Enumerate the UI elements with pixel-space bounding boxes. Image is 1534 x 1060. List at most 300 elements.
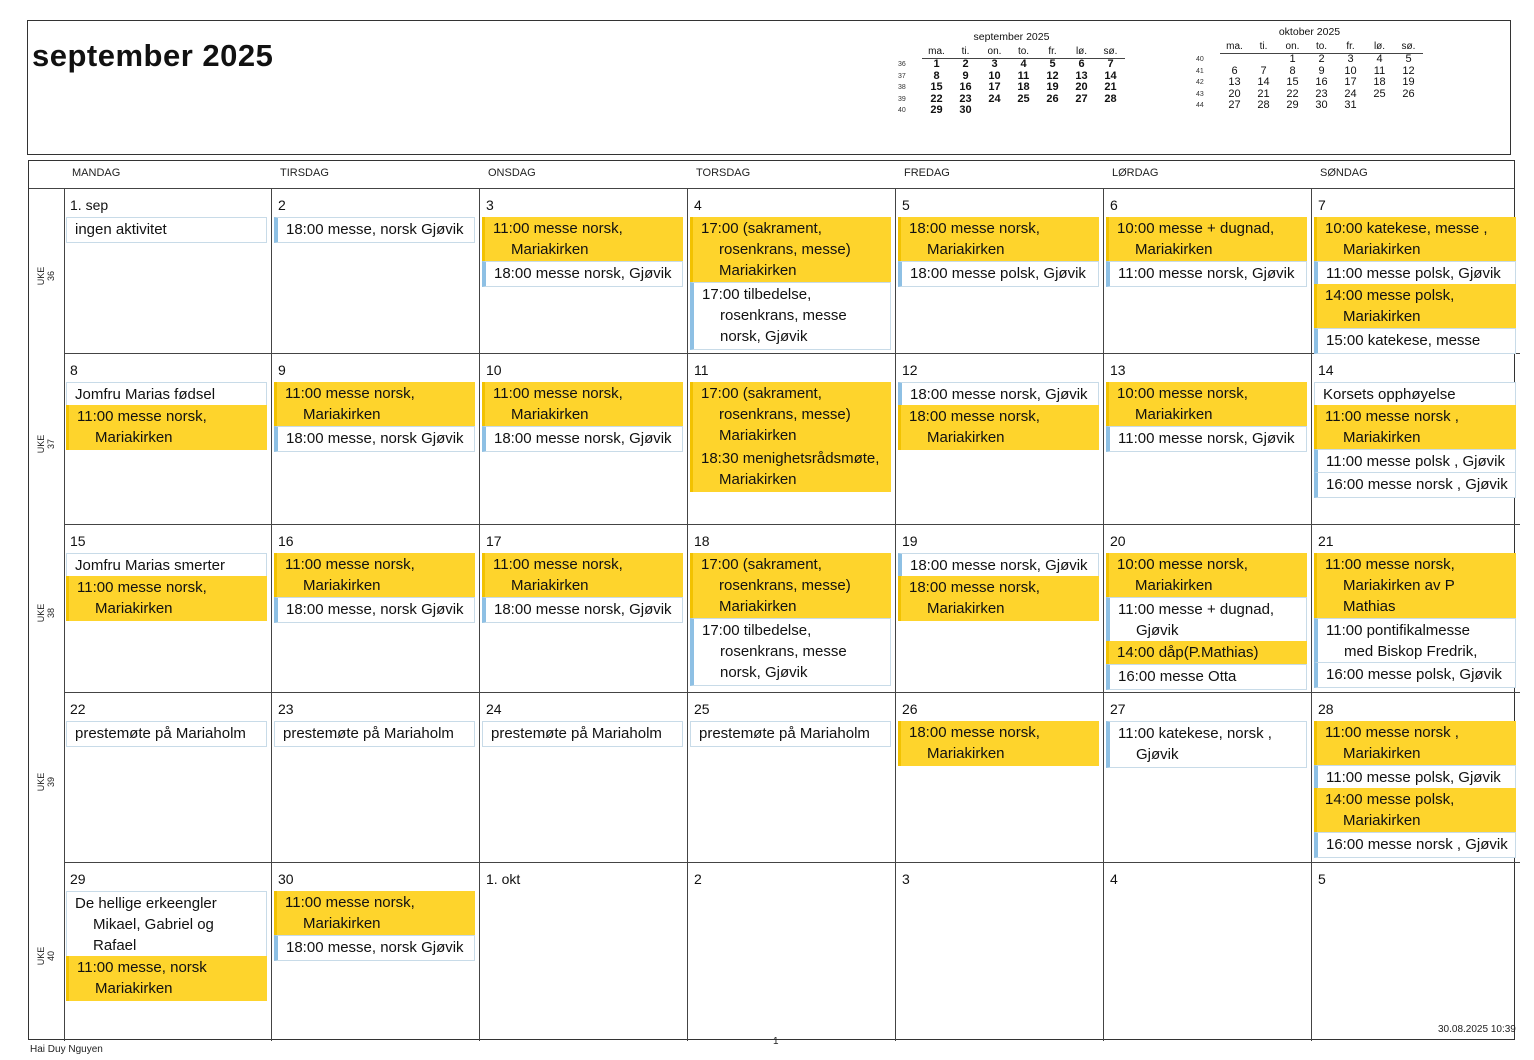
day-number: 1. sep <box>70 197 109 213</box>
page-title: september 2025 <box>32 38 274 73</box>
event-text: 10:00 messe norsk, <box>1117 556 1248 573</box>
mini-calendar-day[interactable]: 2 <box>962 58 969 70</box>
mini-calendar-week-number: 40 <box>898 107 906 114</box>
day-number: 22 <box>70 701 86 717</box>
mini-calendar-day[interactable]: 21 <box>1257 87 1270 100</box>
calendar-event[interactable] <box>274 891 475 936</box>
calendar-event[interactable] <box>690 282 891 350</box>
day-number: 2 <box>278 197 286 213</box>
day-cell[interactable] <box>896 354 1104 525</box>
day-number: 19 <box>902 533 918 549</box>
day-number: 13 <box>1110 362 1126 378</box>
calendar-event[interactable] <box>1314 721 1516 766</box>
mini-calendar-weekday: ma. <box>1220 41 1249 54</box>
calendar-event[interactable] <box>274 721 475 747</box>
day-number: 2 <box>694 871 702 887</box>
day-cell[interactable] <box>272 354 480 525</box>
event-text-continued: Mariakirken <box>1135 577 1213 594</box>
calendar-event[interactable] <box>1106 597 1307 644</box>
event-text: 10:00 messe + dugnad, <box>1117 220 1275 237</box>
calendar-event[interactable] <box>1106 641 1307 665</box>
event-text: 11:00 messe norsk, Gjøvik <box>1118 430 1295 447</box>
day-number: 7 <box>1318 197 1326 213</box>
day-cell[interactable] <box>64 525 272 693</box>
event-text: ingen aktivitet <box>75 221 167 238</box>
calendar-event[interactable] <box>1314 328 1516 354</box>
event-text: De hellige erkeengler <box>75 895 217 912</box>
event-text-continued: Mariakirken <box>719 598 797 615</box>
mini-calendar-day[interactable]: 26 <box>1046 92 1059 105</box>
calendar-event[interactable] <box>482 382 683 427</box>
mini-calendar-week-number: 37 <box>898 72 906 80</box>
day-number: 28 <box>1318 701 1334 717</box>
day-cell[interactable] <box>896 863 1104 1041</box>
event-text: 18:00 messe, norsk Gjøvik <box>286 601 464 618</box>
mini-calendar-weekday: lø. <box>1365 41 1394 54</box>
mini-calendar-day[interactable] <box>980 105 1009 117</box>
day-number: 3 <box>486 197 494 213</box>
mini-calendar-day[interactable]: 9 <box>962 69 969 82</box>
mini-calendar-day[interactable]: 16 <box>1315 76 1328 88</box>
mini-calendar-day[interactable]: 24 <box>1344 87 1357 100</box>
day-number: 10 <box>486 362 502 378</box>
calendar-event[interactable] <box>66 576 267 621</box>
day-cell[interactable] <box>688 354 896 525</box>
month-grid <box>28 160 1515 1040</box>
mini-calendar-day[interactable]: 23 <box>959 92 972 105</box>
mini-calendar-title: september 2025 <box>973 31 1050 43</box>
event-text: 18:00 messe norsk, <box>909 220 1040 237</box>
calendar-event[interactable] <box>1314 217 1516 262</box>
event-text-continued: Mariakirken <box>719 262 797 279</box>
mini-calendar-day[interactable] <box>1096 105 1125 117</box>
event-text: 18:00 messe, norsk Gjøvik <box>286 221 464 238</box>
day-number: 5 <box>902 197 910 213</box>
day-cell[interactable] <box>272 525 480 693</box>
day-cell[interactable] <box>896 525 1104 693</box>
mini-calendar-day[interactable]: 15 <box>1286 76 1299 88</box>
calendar-event[interactable] <box>482 426 683 452</box>
calendar-event[interactable] <box>690 217 891 283</box>
calendar-event[interactable] <box>274 426 475 452</box>
event-text: 17:00 (sakrament, <box>701 220 822 237</box>
event-text: 11:00 messe norsk , <box>1325 408 1459 425</box>
event-text-continued: Mariakirken av P <box>1343 577 1455 594</box>
mini-calendar-day[interactable]: 27 <box>1228 99 1241 111</box>
mini-calendar-week-number: 38 <box>898 84 906 91</box>
mini-calendar-day[interactable]: 15 <box>930 81 943 93</box>
event-text: 18:00 messe norsk, <box>909 408 1040 425</box>
mini-calendar-day[interactable]: 8 <box>1289 64 1296 77</box>
mini-calendar-weekday: to. <box>1009 46 1038 59</box>
event-text: 16:00 messe norsk , Gjøvik <box>1326 836 1508 853</box>
day-number: 24 <box>486 701 502 717</box>
event-text-continued: Gjøvik <box>1136 622 1179 639</box>
calendar-event[interactable] <box>274 382 475 427</box>
event-text-continued: Mariakirken <box>95 429 173 446</box>
weekday-header: TORSDAG <box>696 167 751 179</box>
day-cell[interactable] <box>688 189 896 354</box>
calendar-event[interactable] <box>482 553 683 598</box>
event-text: 18:00 messe polsk, Gjøvik <box>910 265 1086 282</box>
mini-calendar-day[interactable]: 13 <box>1075 69 1088 82</box>
calendar-event[interactable] <box>1106 426 1307 452</box>
calendar-event[interactable] <box>1314 788 1516 833</box>
calendar-event[interactable] <box>1314 662 1516 688</box>
event-text-continued: Mariakirken <box>1343 429 1421 446</box>
footer-page-number: 1 <box>773 1036 779 1047</box>
day-number: 23 <box>278 701 294 717</box>
day-cell[interactable] <box>64 354 272 525</box>
mini-calendar-day[interactable]: 3 <box>991 58 998 70</box>
mini-calendar-day[interactable]: 9 <box>1318 64 1325 77</box>
calendar-event[interactable] <box>482 721 683 747</box>
day-cell[interactable] <box>1104 354 1312 525</box>
day-cell[interactable] <box>896 189 1104 354</box>
calendar-event[interactable] <box>690 447 891 492</box>
event-text: 18:00 messe norsk, Gjøvik <box>494 265 672 282</box>
mini-calendar-day[interactable]: 20 <box>1075 81 1088 93</box>
weekday-header: LØRDAG <box>1112 167 1159 179</box>
event-text: 11:00 messe norsk, Gjøvik <box>1118 265 1295 282</box>
event-text: 11:00 messe norsk, <box>77 579 207 596</box>
mini-calendar-day[interactable]: 5 <box>1405 53 1412 65</box>
event-text: prestemøte på Mariaholm <box>491 725 662 742</box>
day-cell[interactable] <box>688 863 896 1041</box>
mini-calendar-day[interactable]: 18 <box>1373 76 1386 88</box>
day-cell[interactable] <box>272 863 480 1041</box>
calendar-event[interactable] <box>274 217 475 243</box>
mini-calendar-day[interactable]: 19 <box>1046 81 1059 93</box>
calendar-event[interactable] <box>66 405 267 450</box>
day-number: 26 <box>902 701 918 717</box>
event-text-continued: Mariakirken <box>511 241 589 258</box>
day-number: 16 <box>278 533 294 549</box>
mini-calendar-day[interactable]: 1 <box>1289 53 1296 65</box>
mini-calendar-day[interactable]: 28 <box>1104 92 1117 105</box>
mini-calendar-day[interactable]: 1 <box>933 58 940 70</box>
mini-calendar-week-number: 42 <box>1196 79 1204 86</box>
mini-calendar-day[interactable]: 12 <box>1402 64 1415 77</box>
event-text: 11:00 messe norsk , <box>1325 724 1459 741</box>
calendar-event[interactable] <box>1106 664 1307 690</box>
event-text-continued: Mariakirken <box>1135 406 1213 423</box>
calendar-event[interactable] <box>898 721 1099 766</box>
event-text: 11:00 messe norsk, <box>285 385 415 402</box>
mini-calendar-day[interactable]: 22 <box>930 92 943 105</box>
mini-calendar-day[interactable]: 31 <box>1344 99 1357 111</box>
mini-calendar-weekday: sø. <box>1096 46 1125 59</box>
mini-calendar-day[interactable]: 14 <box>1104 69 1117 82</box>
mini-calendar-september <box>898 31 1125 117</box>
weekday-header: ONSDAG <box>488 167 536 179</box>
mini-calendar-day[interactable]: 13 <box>1228 76 1241 88</box>
day-cell[interactable] <box>688 525 896 693</box>
footer-author: Hai Duy Nguyen <box>30 1044 103 1055</box>
mini-calendar-day[interactable]: 14 <box>1257 76 1270 88</box>
mini-calendar-day[interactable]: 4 <box>1376 53 1383 65</box>
mini-calendar-weekday: on. <box>980 46 1009 59</box>
mini-calendar-weekday: ma. <box>922 46 951 59</box>
day-cell[interactable] <box>1312 189 1520 354</box>
event-text-continued: rosenkrans, messe) <box>719 406 851 423</box>
event-text-continued: rosenkrans, messe <box>720 307 847 324</box>
mini-calendar-day[interactable]: 30 <box>1315 99 1328 111</box>
day-number: 12 <box>902 362 918 378</box>
calendar-event[interactable] <box>690 553 891 619</box>
calendar-event[interactable] <box>66 956 267 1001</box>
mini-calendar-day[interactable]: 26 <box>1402 87 1415 100</box>
mini-calendar-day[interactable]: 2 <box>1318 53 1325 65</box>
calendar-event[interactable] <box>482 217 683 262</box>
mini-calendar-day[interactable]: 7 <box>1260 64 1267 77</box>
calendar-event[interactable] <box>66 217 267 243</box>
weekday-header: TIRSDAG <box>280 167 329 179</box>
mini-calendar-day[interactable]: 17 <box>988 81 1001 93</box>
event-text: 11:00 pontifikalmesse <box>1326 622 1470 639</box>
day-cell[interactable] <box>272 693 480 863</box>
event-text: 14:00 dåp(P.Mathias) <box>1117 644 1259 661</box>
mini-calendar-weekday: to. <box>1307 41 1336 54</box>
event-text: 11:00 messe, norsk <box>77 959 207 976</box>
calendar-event[interactable] <box>898 405 1099 450</box>
event-text: 17:00 (sakrament, <box>701 385 822 402</box>
mini-calendar-day[interactable]: 25 <box>1017 92 1030 105</box>
footer-printed-timestamp: 30.08.2025 10:39 <box>1438 1024 1516 1035</box>
calendar-event[interactable] <box>1106 382 1307 427</box>
week-number-label: UKE 39 <box>36 772 56 792</box>
calendar-event[interactable] <box>482 597 683 623</box>
event-text: 18:00 messe norsk, <box>909 724 1040 741</box>
event-text: 10:00 katekese, messe , <box>1325 220 1488 237</box>
day-cell[interactable] <box>1104 525 1312 693</box>
mini-calendar-weekday: fr. <box>1038 46 1067 59</box>
mini-calendar-day[interactable] <box>1249 54 1278 66</box>
event-text-continued: Mariakirken <box>95 980 173 997</box>
calendar-event[interactable] <box>274 553 475 598</box>
day-cell[interactable] <box>272 189 480 354</box>
calendar-event[interactable] <box>1106 553 1307 598</box>
event-text-continued: Mariakirken <box>927 745 1005 762</box>
calendar-event[interactable] <box>1106 261 1307 287</box>
calendar-event[interactable] <box>1314 618 1516 665</box>
event-text-continued: Mariakirken <box>1343 241 1421 258</box>
mini-calendar-day[interactable]: 25 <box>1373 87 1386 100</box>
mini-calendar-weekday: ti. <box>951 46 980 59</box>
mini-calendar-day[interactable]: 10 <box>988 69 1001 82</box>
day-cell[interactable] <box>1312 863 1520 1041</box>
event-text: Jomfru Marias smerter <box>75 557 226 574</box>
day-cell[interactable] <box>1104 863 1312 1041</box>
mini-calendar-day[interactable]: 16 <box>959 81 972 93</box>
day-number: 8 <box>70 362 78 378</box>
week-number-label: UKE 38 <box>36 603 56 623</box>
event-text: 11:00 messe norsk, <box>493 220 623 237</box>
mini-calendar-day[interactable]: 5 <box>1049 58 1056 70</box>
mini-calendar-day[interactable] <box>1009 105 1038 117</box>
day-cell[interactable] <box>64 863 272 1041</box>
day-number: 30 <box>278 871 294 887</box>
event-text: prestemøte på Mariaholm <box>75 725 246 742</box>
day-cell[interactable] <box>480 189 688 354</box>
mini-calendar-day[interactable]: 30 <box>959 104 972 116</box>
event-text-continued: Rafael <box>93 937 137 954</box>
event-text-continued: Mariakirken <box>303 577 381 594</box>
mini-calendar-day[interactable] <box>1220 54 1249 66</box>
mini-calendar-day[interactable]: 23 <box>1315 87 1328 100</box>
calendar-event[interactable] <box>482 261 683 287</box>
calendar-event[interactable] <box>1314 284 1516 329</box>
mini-calendar-day[interactable] <box>1365 100 1394 112</box>
week-number-label: UKE 40 <box>36 946 56 966</box>
mini-calendar-day[interactable]: 19 <box>1402 76 1415 88</box>
mini-calendar-day[interactable] <box>1394 100 1423 112</box>
day-cell[interactable] <box>1104 693 1312 863</box>
calendar-event[interactable] <box>1106 217 1307 262</box>
day-number: 4 <box>1110 871 1118 887</box>
day-cell[interactable] <box>1312 693 1520 863</box>
calendar-event[interactable] <box>690 618 891 686</box>
event-text: 16:00 messe Otta <box>1118 668 1237 685</box>
mini-calendar-day[interactable]: 10 <box>1344 64 1357 77</box>
day-cell[interactable] <box>1312 525 1520 693</box>
day-cell[interactable] <box>896 693 1104 863</box>
day-number: 27 <box>1110 701 1126 717</box>
event-text: prestemøte på Mariaholm <box>699 725 870 742</box>
day-cell[interactable] <box>1312 354 1520 525</box>
mini-calendar-weekday: fr. <box>1336 41 1365 54</box>
event-text-continued: Mariakirken <box>95 600 173 617</box>
day-cell[interactable] <box>480 863 688 1041</box>
day-number: 25 <box>694 701 710 717</box>
mini-calendar-weekday: on. <box>1278 41 1307 54</box>
day-cell[interactable] <box>480 525 688 693</box>
calendar-event[interactable] <box>898 217 1099 262</box>
day-cell[interactable] <box>480 693 688 863</box>
calendar-event[interactable] <box>1314 553 1516 619</box>
day-cell[interactable] <box>480 354 688 525</box>
day-number: 14 <box>1318 362 1334 378</box>
calendar-event[interactable] <box>690 382 891 448</box>
mini-calendar-day[interactable]: 21 <box>1104 81 1117 93</box>
mini-calendar-day[interactable]: 6 <box>1231 64 1238 77</box>
event-text: 14:00 messe polsk, <box>1325 287 1455 304</box>
event-text: prestemøte på Mariaholm <box>283 725 454 742</box>
mini-calendar-week-number: 36 <box>898 60 906 68</box>
mini-calendar-day[interactable]: 27 <box>1075 92 1088 105</box>
event-text: 10:00 messe norsk, <box>1117 385 1248 402</box>
mini-calendar-day[interactable]: 3 <box>1347 53 1354 65</box>
mini-calendar-day[interactable]: 20 <box>1228 87 1241 100</box>
day-cell[interactable] <box>64 693 272 863</box>
event-text: 17:00 (sakrament, <box>701 556 822 573</box>
mini-calendar-day[interactable]: 17 <box>1344 76 1357 88</box>
day-number: 4 <box>694 197 702 213</box>
mini-calendar-day[interactable]: 28 <box>1257 99 1270 111</box>
calendar-event[interactable] <box>1314 405 1516 450</box>
mini-calendar-day[interactable]: 4 <box>1020 58 1027 70</box>
mini-calendar-day[interactable]: 7 <box>1107 58 1114 70</box>
day-number: 9 <box>278 362 286 378</box>
calendar-event[interactable] <box>66 721 267 747</box>
event-text: 14:00 messe polsk, <box>1325 791 1455 808</box>
mini-calendar-week-number: 41 <box>1196 67 1204 75</box>
event-text: 11:00 messe norsk, <box>285 556 415 573</box>
day-number: 1. okt <box>486 871 521 887</box>
mini-calendar-day[interactable] <box>1067 105 1096 117</box>
calendar-event[interactable] <box>274 935 475 961</box>
mini-calendar-day[interactable]: 8 <box>933 69 940 82</box>
mini-calendar-day[interactable]: 22 <box>1286 87 1299 100</box>
event-text-continued: Mariakirken <box>927 429 1005 446</box>
calendar-event[interactable] <box>1314 832 1516 858</box>
day-number: 6 <box>1110 197 1118 213</box>
mini-calendar-day[interactable] <box>1038 105 1067 117</box>
mini-calendar-day[interactable]: 29 <box>930 104 943 116</box>
event-text-continued: Mariakirken <box>927 600 1005 617</box>
event-text: 11:00 messe polsk, Gjøvik <box>1326 769 1501 786</box>
mini-calendar-day[interactable]: 11 <box>1373 64 1386 77</box>
event-text-continued: rosenkrans, messe <box>720 643 847 660</box>
event-text: 11:00 messe norsk, <box>77 408 207 425</box>
mini-calendar-day[interactable]: 18 <box>1017 81 1030 93</box>
event-text-continued: Mariakirken <box>511 406 589 423</box>
day-cell[interactable] <box>688 693 896 863</box>
event-text-continued: Mathias <box>1343 598 1396 615</box>
event-text-continued: norsk, Gjøvik <box>720 664 808 681</box>
mini-calendar-weekday: lø. <box>1067 46 1096 59</box>
calendar-event[interactable] <box>898 261 1099 287</box>
weekday-header: MANDAG <box>72 167 121 179</box>
day-cell[interactable] <box>1104 189 1312 354</box>
event-text-continued: rosenkrans, messe) <box>719 241 851 258</box>
event-text: 16:00 messe polsk, Gjøvik <box>1326 666 1502 683</box>
event-text: 18:00 messe norsk, Gjøvik <box>910 386 1088 403</box>
weekday-header: FREDAG <box>904 167 950 179</box>
mini-calendar-day[interactable]: 29 <box>1286 99 1299 111</box>
calendar-event[interactable] <box>66 891 267 959</box>
mini-calendar-day[interactable]: 6 <box>1078 58 1085 70</box>
event-text-continued: Mariakirken <box>719 471 797 488</box>
day-cell[interactable] <box>64 189 272 354</box>
weekday-header: SØNDAG <box>1320 167 1368 179</box>
calendar-event[interactable] <box>274 597 475 623</box>
calendar-event[interactable] <box>1106 721 1307 768</box>
event-text: 11:00 katekese, norsk , <box>1118 725 1272 742</box>
event-text: 11:00 messe norsk, <box>493 385 623 402</box>
event-text-continued: rosenkrans, messe) <box>719 577 851 594</box>
mini-calendar-day[interactable]: 12 <box>1046 69 1059 82</box>
event-text-continued: med Biskop Fredrik, <box>1344 643 1478 660</box>
calendar-event[interactable] <box>690 721 891 747</box>
calendar-event[interactable] <box>1314 472 1516 498</box>
event-text: 11:00 messe norsk, <box>285 894 415 911</box>
day-number: 18 <box>694 533 710 549</box>
event-text: 11:00 messe + dugnad, <box>1118 601 1275 618</box>
event-text: 18:00 messe norsk, Gjøvik <box>910 557 1088 574</box>
mini-calendar-day[interactable]: 24 <box>988 92 1001 105</box>
calendar-event[interactable] <box>898 576 1099 621</box>
mini-calendar-weekday: sø. <box>1394 41 1423 54</box>
event-text: 11:00 messe norsk, <box>493 556 623 573</box>
event-text: Korsets opphøyelse <box>1323 386 1456 403</box>
event-text: 11:00 messe polsk, Gjøvik <box>1326 265 1501 282</box>
event-text: 17:00 tilbedelse, <box>702 622 812 639</box>
event-text-continued: Mariakirken <box>303 915 381 932</box>
event-text: 18:30 menighetsrådsmøte, <box>701 450 880 467</box>
mini-calendar-day[interactable]: 11 <box>1017 69 1030 82</box>
event-text: 18:00 messe, norsk Gjøvik <box>286 430 464 447</box>
